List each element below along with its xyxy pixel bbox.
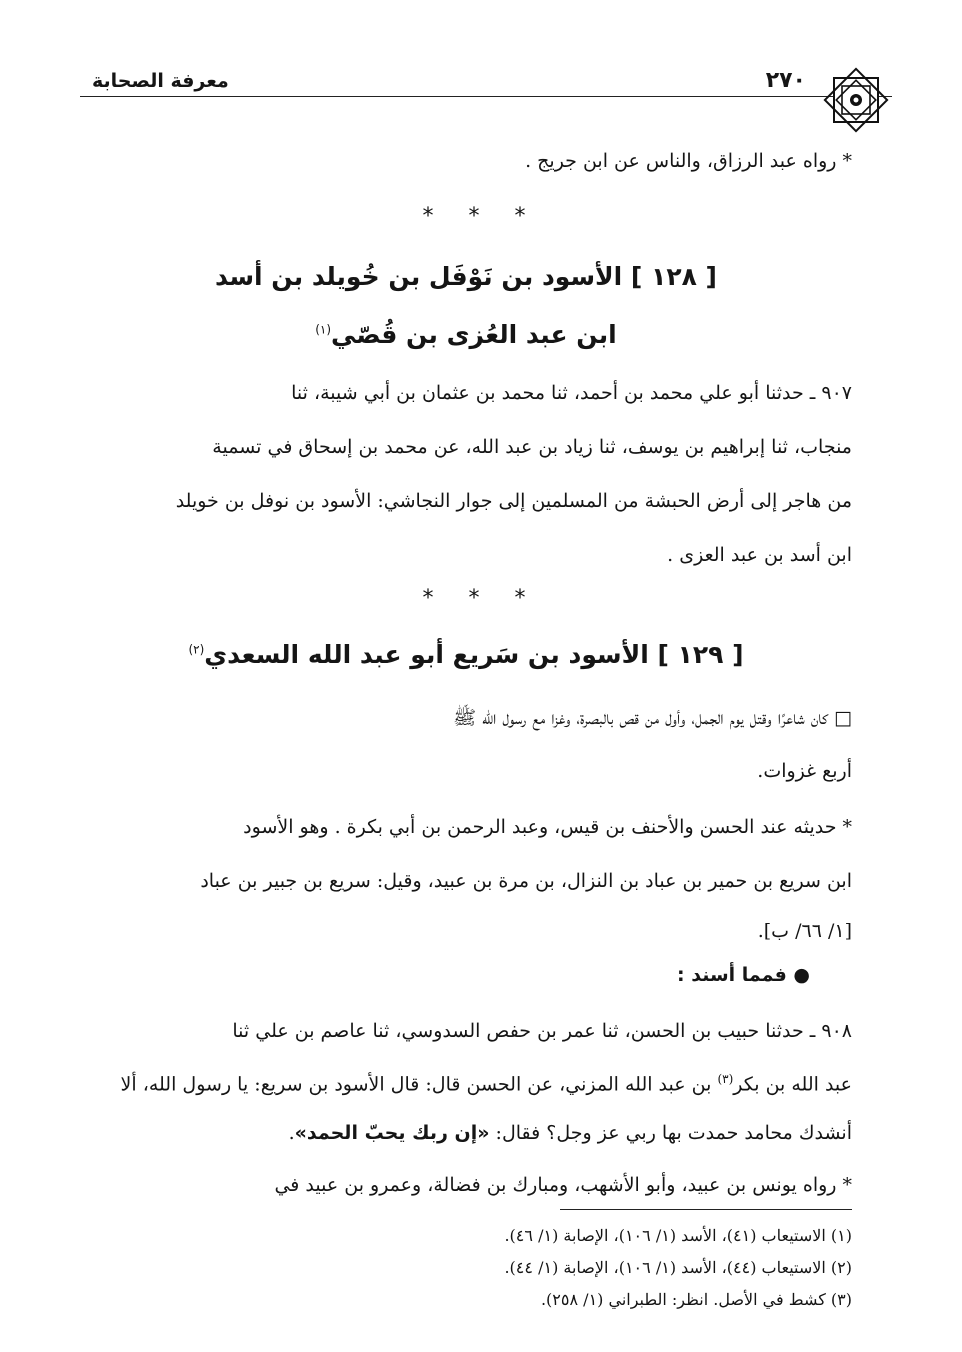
hadith-907-line: من هاجر إلى أرض الحبشة من المسلمين إلى جوار النجاشي: الأسود بن نوفل بن خويلد (175, 490, 852, 512)
footnote-ref-3: (٣) (717, 1072, 734, 1086)
footnote-ref-2: (٢) (188, 642, 205, 657)
bio-line: □ كان شاعرًا وقتل يوم الجمل، وأول من قص بالبصرة، وغزا مع رسول الله ﷺ (453, 707, 852, 729)
bio-line: أربع غزوات. (757, 760, 852, 782)
entry-128-title-line2 (60, 320, 872, 349)
header-rule (80, 96, 892, 97)
entry-128-title-line1 (60, 262, 872, 291)
hadith-908-text: أنشدك محامد حمدت بها ربي عز وجل؟ فقال: (489, 1122, 852, 1144)
hadith-907-line: ٩٠٧ ـ حدثنا أبو علي محمد بن أحمد، ثنا محمد بن عثمان بن أبي شيبة، ثنا (291, 382, 852, 404)
hadith-908-line: ٩٠٨ ـ حدثنا حبيب بن الحسن، ثنا عمر بن حفص السدوسي، ثنا عاصم بن علي ثنا (232, 1020, 852, 1042)
hadith-907-line: منجاب، ثنا إبراهيم بن يوسف، ثنا زياد بن عبد الله، عن محمد بن إسحاق في تسمية (212, 436, 852, 458)
last-note: * رواه يونس بن عبيد، وأبو الأشهب، ومبارك بن فضالة، وعمرو بن عبيد في (274, 1174, 852, 1196)
section-separator: * * * (422, 586, 540, 611)
octagonal-star-ornament-icon (820, 64, 892, 136)
footnote-rule (560, 1209, 852, 1210)
prophetic-quote: «إن ربك يحبّ الحمد» (294, 1122, 490, 1144)
section-separator: * * * (422, 204, 540, 229)
hadith-908-line (92, 1072, 852, 1095)
note-line: ابن سريع بن حمير بن عباد بن النزال، بن مرة بن عبيد، وقيل: سريع بن جبير بن عباد (200, 870, 852, 892)
page-number: ٢٧٠ (765, 68, 806, 93)
entry-129-title (60, 640, 872, 669)
note-line: [١/ ٦٦/ ب]. (757, 920, 852, 942)
note-line: * حديثه عند الحسن والأحنف بن قيس، وعبد الرحمن بن أبي بكرة . وهو الأسود (243, 816, 852, 838)
entry-128-title-text-2: ابن عبد العُزى بن قُصّي (331, 320, 617, 349)
hadith-908-text: . (288, 1122, 295, 1144)
hadith-908-text: بن عبد الله المزني، عن الحسن قال: قال الأسود بن سريع: يا رسول الله، ألا (120, 1073, 718, 1096)
page-header (80, 56, 892, 136)
running-title: معرفة الصحابة (92, 70, 229, 92)
footnote-2: (٢) الاستيعاب (٤٤)، الأسد (١/ ١٠٦)، الإصابة (١/ ٤٤). (504, 1258, 852, 1277)
footnote-3: (٣) كشط في الأصل. انظر: الطبراني (١/ ٢٥٨). (540, 1290, 852, 1309)
footnote-1: (١) الاستيعاب (٤١)، الأسد (١/ ١٠٦)، الإصابة (١/ ٤٦). (504, 1226, 852, 1245)
hadith-907-line: ابن أسد بن عبد العزى . (667, 544, 852, 566)
entry-129-title-text: [ ١٢٩ ] الأسود بن سَريع أبو عبد الله السعدي (204, 640, 744, 669)
hadith-908-line (92, 1122, 852, 1144)
hadith-908-text: عبد الله بن بكر (733, 1073, 852, 1096)
musnad-heading: ● فمما أسند : (677, 964, 810, 986)
top-note: * رواه عبد الرزاق، والناس عن ابن جريج . (525, 150, 852, 172)
entry-128-title-text: [ ١٢٨ ] الأسود بن نَوْفَل بن خُويلد بن أسد (215, 262, 717, 291)
footnote-ref-1: (١) (315, 322, 332, 337)
